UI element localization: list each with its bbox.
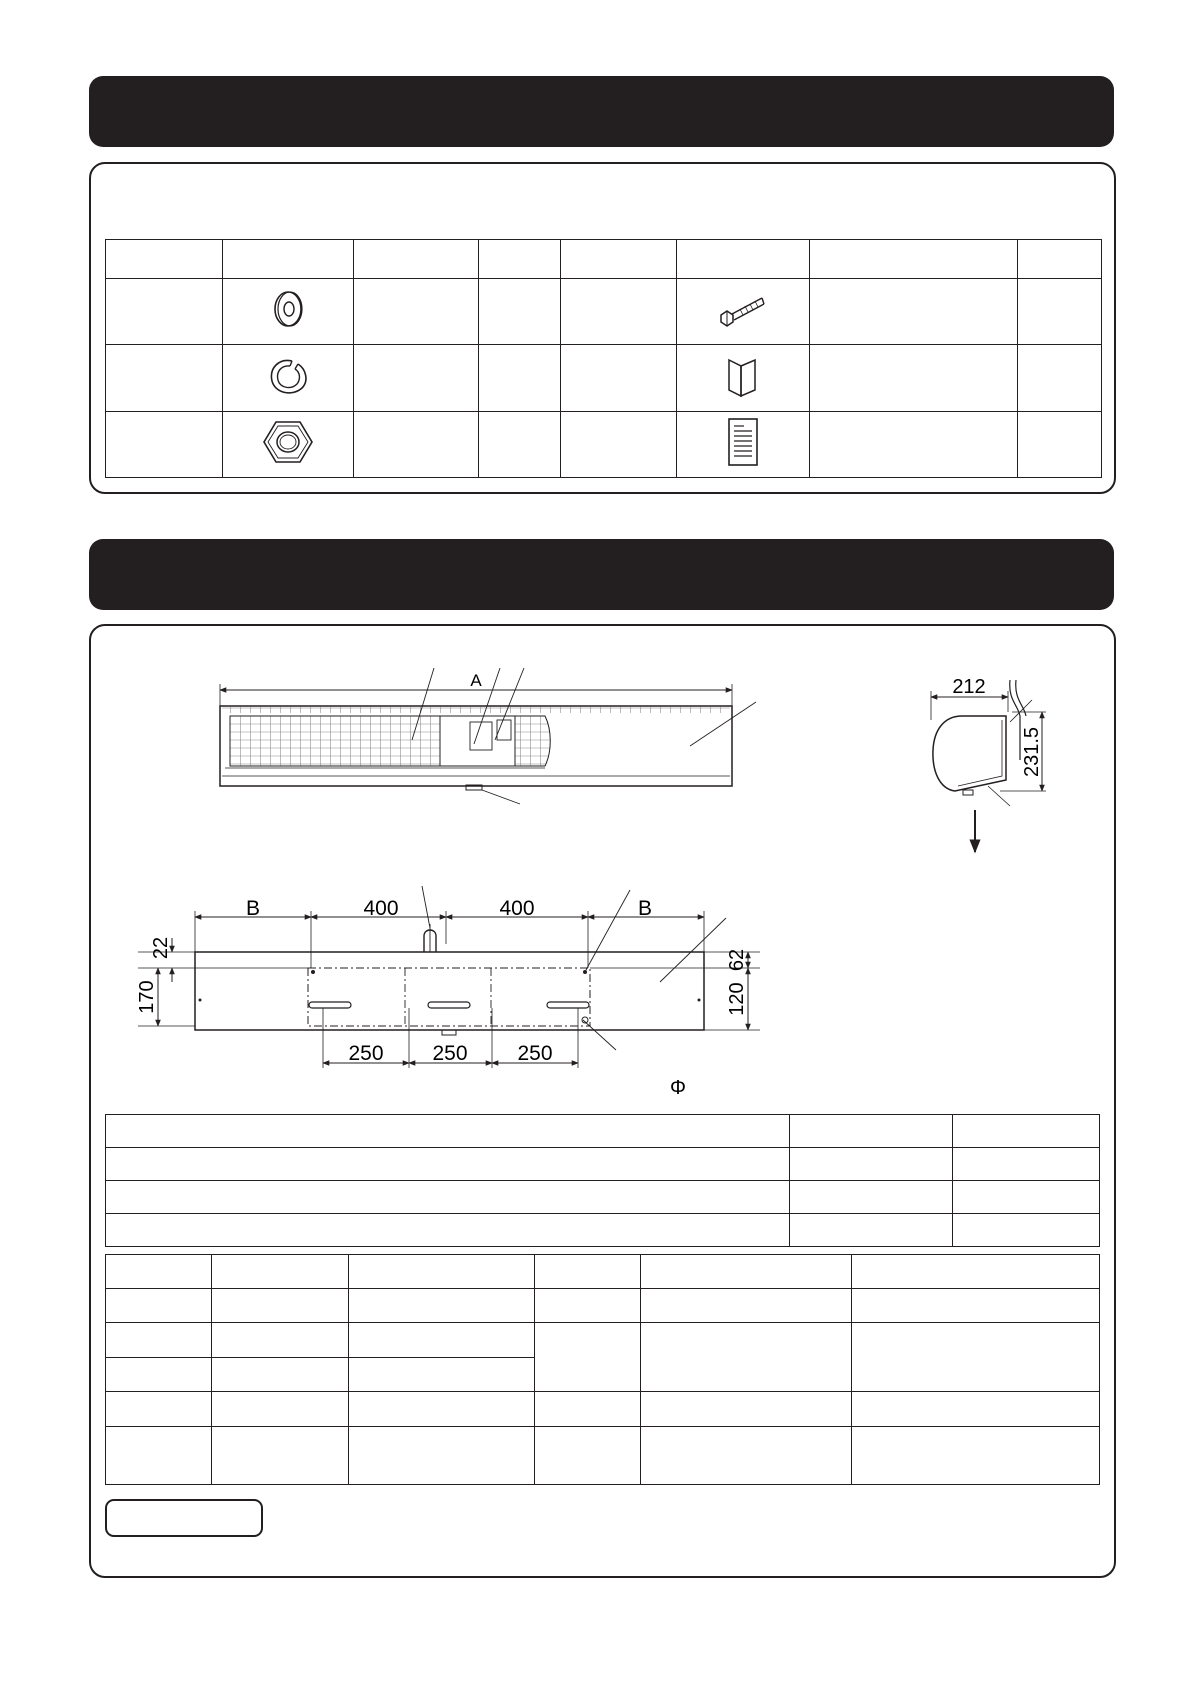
- dim-label-250-1: 250: [348, 1042, 384, 1065]
- dim-label-231-5: 231.5: [1021, 726, 1043, 778]
- spec-table-1: [105, 1114, 1100, 1247]
- bottom-body: [195, 952, 704, 1030]
- dim-label-212: 212: [952, 676, 986, 698]
- table-row: [106, 1115, 1100, 1148]
- mounting-plate: [308, 968, 590, 1026]
- table-row: [106, 1214, 1100, 1247]
- table-row: [106, 1427, 1100, 1485]
- dim-label-400-right: 400: [499, 897, 535, 920]
- diameter-symbol: Φ: [670, 1077, 686, 1099]
- dim-label-170: 170: [136, 980, 158, 1014]
- front-view: [220, 668, 756, 804]
- dim-label-400-left: 400: [363, 897, 399, 920]
- control-box: [440, 716, 515, 766]
- table-row: [106, 1148, 1100, 1181]
- table-row: [106, 1255, 1100, 1289]
- dim-label-250-2: 250: [432, 1042, 468, 1065]
- dim-label-b-left: B: [245, 897, 261, 920]
- dim-label-22: 22: [150, 936, 172, 960]
- table-row: [106, 1289, 1100, 1323]
- side-profile: [933, 716, 1006, 791]
- dim-label-120: 120: [726, 982, 748, 1016]
- table-row: [106, 1323, 1100, 1358]
- bottom-view: [136, 886, 760, 1099]
- table-row: [106, 1181, 1100, 1214]
- spec-table-2: [105, 1254, 1100, 1485]
- dim-label-b-right: B: [637, 897, 653, 920]
- side-view: [931, 676, 1046, 852]
- dim-label-250-3: 250: [517, 1042, 553, 1065]
- dim-label-62: 62: [726, 948, 748, 972]
- dim-label-a: A: [470, 671, 482, 690]
- table-row: [106, 1392, 1100, 1427]
- note-box: [105, 1499, 263, 1537]
- fan-grille: [230, 716, 440, 766]
